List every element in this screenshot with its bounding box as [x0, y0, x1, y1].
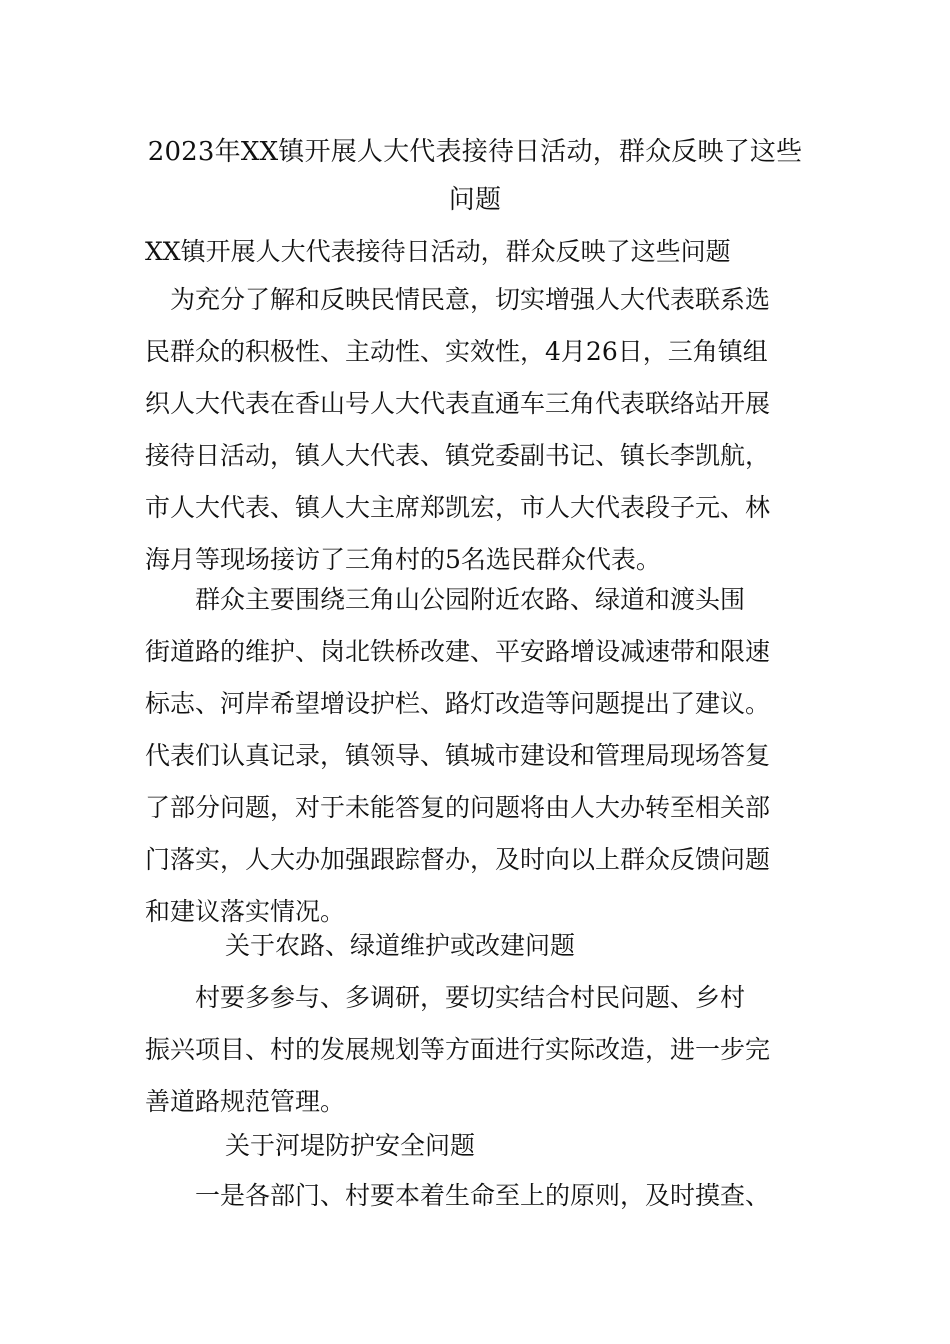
document-title — [145, 128, 805, 224]
paragraph-line: 市人大代表、镇人大主席郑凯宏，市人大代表段子元、林 — [145, 493, 771, 522]
section-heading-river-embankment: 关于河堤防护安全问题 — [225, 1131, 476, 1160]
document-title-text: 2023年XX镇开展人大代表接待日活动，群众反映了这些问题 — [147, 137, 803, 215]
paragraph-line: 代表们认真记录，镇领导、镇城市建设和管理局现场答复 — [145, 741, 771, 770]
paragraph-line: 织人大代表在香山号人大代表直通车三角代表联络站开展 — [145, 389, 771, 418]
paragraph-line: 海月等现场接访了三角村的5名选民群众代表。 — [145, 545, 661, 574]
section-heading-farm-roads: 关于农路、绿道维护或改建问题 — [225, 931, 576, 960]
paragraph-line: 民群众的积极性、主动性、实效性，4月26日，三角镇组 — [145, 337, 768, 366]
paragraph-line: 和建议落实情况。 — [145, 897, 346, 926]
paragraph-line: 村要多参与、多调研，要切实结合村民问题、乡村 — [145, 983, 746, 1012]
paragraph-2 — [145, 574, 825, 938]
paragraph-line: 为充分了解和反映民情民意，切实增强人大代表联系选 — [145, 285, 771, 314]
paragraph-line: 标志、河岸希望增设护栏、路灯改造等问题提出了建议。 — [145, 689, 771, 718]
paragraph-line: 振兴项目、村的发展规划等方面进行实际改造，进一步完 — [145, 1035, 771, 1064]
paragraph-3 — [145, 972, 825, 1128]
paragraph-4 — [145, 1170, 825, 1222]
document-subtitle: XX镇开展人大代表接待日活动，群众反映了这些问题 — [145, 237, 731, 266]
paragraph-line: 了部分问题，对于未能答复的问题将由人大办转至相关部 — [145, 793, 771, 822]
paragraph-line: 街道路的维护、岗北铁桥改建、平安路增设减速带和限速 — [145, 637, 771, 666]
paragraph-line: 接待日活动，镇人大代表、镇党委副书记、镇长李凯航， — [145, 441, 771, 470]
paragraph-line: 门落实，人大办加强跟踪督办，及时向以上群众反馈问题 — [145, 845, 771, 874]
paragraph-line: 群众主要围绕三角山公园附近农路、绿道和渡头围 — [145, 585, 746, 614]
paragraph-line: 善道路规范管理。 — [145, 1087, 346, 1116]
paragraph-line: 一是各部门、村要本着生命至上的原则，及时摸查、 — [145, 1181, 771, 1210]
paragraph-1 — [145, 274, 825, 586]
